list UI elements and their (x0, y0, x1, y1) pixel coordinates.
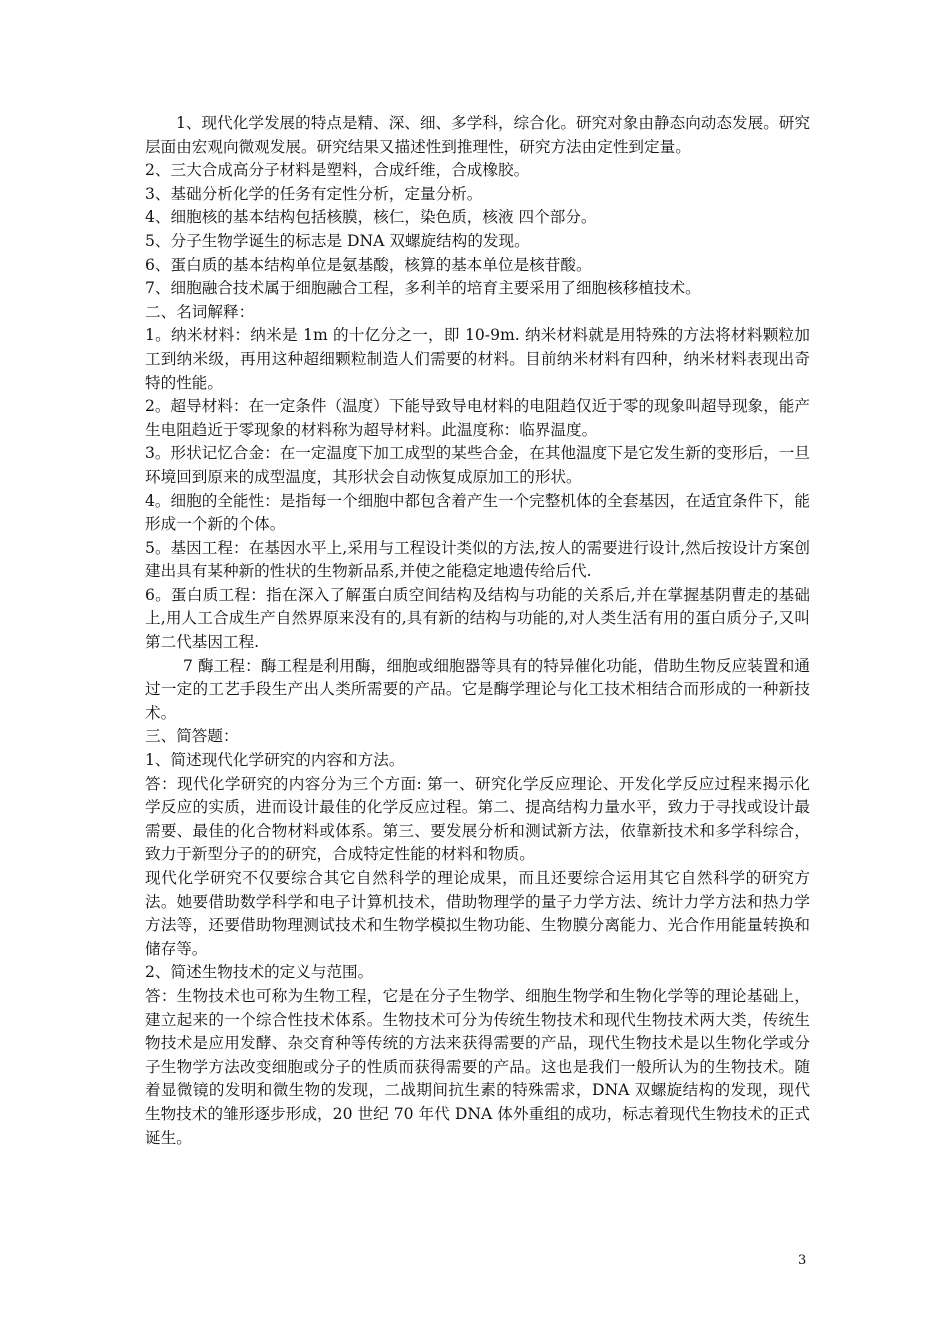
document-body (145, 112, 810, 1150)
definition-shape-memory-alloy: 3。形状记忆合金：在一定温度下加工成型的某些合金，在其他温度下是它发生新的变形后，一旦环境回到原来的成型温度，其形状会自动恢复成原加工的形状。 (145, 444, 810, 486)
definition-cell-totipotency: 4。细胞的全能性：是指每一个细胞中都包含着产生一个完整机体的全套基因，在适宜条件下，能形成一个新的个体。 (145, 491, 810, 534)
paragraph-2: 2、三大合成高分子材料是塑料，合成纤维，合成橡胶。 (145, 161, 530, 180)
paragraph-6: 6、蛋白质的基本结构单位是氨基酸，核算的基本单位是核苷酸。 (145, 255, 592, 274)
definition-superconductor: 2。超导材料：在一定条件（温度）下能导致导电材料的电阻趋仅近于零的现象叫超导现象，能产生电阻趋近于零现象的材料称为超导材料。此温度称：临界温度。 (145, 397, 810, 439)
paragraph-1: 1、现代化学发展的特点是精、深、细、多学科，综合化。研究对象由静态向动态发展。研究层面由宏观向微观发展。研究结果又描述性到推理性，研究方法由定性到定量。 (145, 114, 810, 156)
section-heading-definitions: 二、名词解释： (145, 302, 255, 321)
definition-genetic-engineering: 5。基因工程：在基因水平上,采用与工程设计类似的方法,按人的需要进行设计,然后按设计方案创建出具有某种新的性状的生物新品系,并使之能稳定地遗传给后代. (145, 538, 810, 581)
answer-1-part-2: 现代化学研究不仅要综合其它自然科学的理论成果，而且还要综合运用其它自然科学的研究方法。她要借助数学科学和电子计算机技术，借助物理学的量子力学方法、统计力学方法和热力学方法等，还要借助物理测试技术和生物学模拟生物功能、生物膜分离能力、光合作用能量转换和储存等。 (145, 869, 810, 958)
page-number: 3 (798, 1253, 807, 1268)
definition-nanomaterial: 1。纳米材料：纳米是 1m 的十亿分之一，即 10-9m. 纳米材料就是用特殊的方法将材料颗粒加工到纳米级，再用这种超细颗粒制造人们需要的材料。目前纳米材料有四种，纳米材料表现出奇特的性能。 (145, 326, 810, 392)
answer-1-part-1: 答：现代化学研究的内容分为三个方面: 第一、研究化学反应理论、开发化学反应过程来揭示化学反应的实质，进而设计最佳的化学反应过程。第二、提高结构力量水平，致力于寻找或设计最需要、最佳的化合物材料或体系。第三、要发展分析和测试新方法，依靠新技术和多学科综合，致力于新型分子的的研究，合成特定性能的材料和物质。 (145, 774, 810, 864)
definition-protein-engineering: 6。蛋白质工程：指在深入了解蛋白质空间结构及结构与功能的关系后,并在掌握基阴曹走的基础上,用人工合成生产自然界原来没有的,具有新的结构与功能的,对人类生活有用的蛋白质分子,又叫第二代基因工程. (145, 585, 810, 652)
definition-enzyme-engineering: 7 酶工程：酶工程是利用酶，细胞或细胞器等具有的特异催化功能，借助生物反应装置和通过一定的工艺手段生产出人类所需要的产品。它是酶学理论与化工技术相结合而形成的一种新技术。 (145, 656, 810, 722)
section-heading-short-answer: 三、简答题： (145, 727, 239, 746)
paragraph-4: 4、细胞核的基本结构包括核膜，核仁，染色质，核液 四个部分。 (145, 208, 597, 227)
paragraph-3: 3、基础分析化学的任务有定性分析，定量分析。 (145, 184, 483, 203)
question-1: 1、简述现代化学研究的内容和方法。 (145, 751, 405, 770)
question-2: 2、简述生物技术的定义与范围。 (145, 963, 374, 982)
paragraph-5: 5、分子生物学诞生的标志是 DNA 双螺旋结构的发现。 (145, 231, 530, 250)
paragraph-7: 7、细胞融合技术属于细胞融合工程，多利羊的培育主要采用了细胞核移植技术。 (145, 279, 701, 298)
answer-2: 答：生物技术也可称为生物工程，它是在分子生物学、细胞生物学和生物化学等的理论基础上，建立起来的一个综合性技术体系。生物技术可分为传统生物技术和现代生物技术两大类，传统生物技术是应用发酵、杂交育种等传统的方法来获得需要的产品，现代生物技术是以生物化学或分子生物学方法改变细胞或分子的性质而获得需要的产品。这也是我们一般所认为的生物技术。随着显微镜的发明和微生物的发现，二战期间抗生素的特殊需求，DNA 双螺旋结构的发现，现代生物技术的雏形逐步形成，20 世纪 70 年代 DNA 体外重组的成功，标志着现代生物技术的正式诞生。 (145, 986, 810, 1147)
